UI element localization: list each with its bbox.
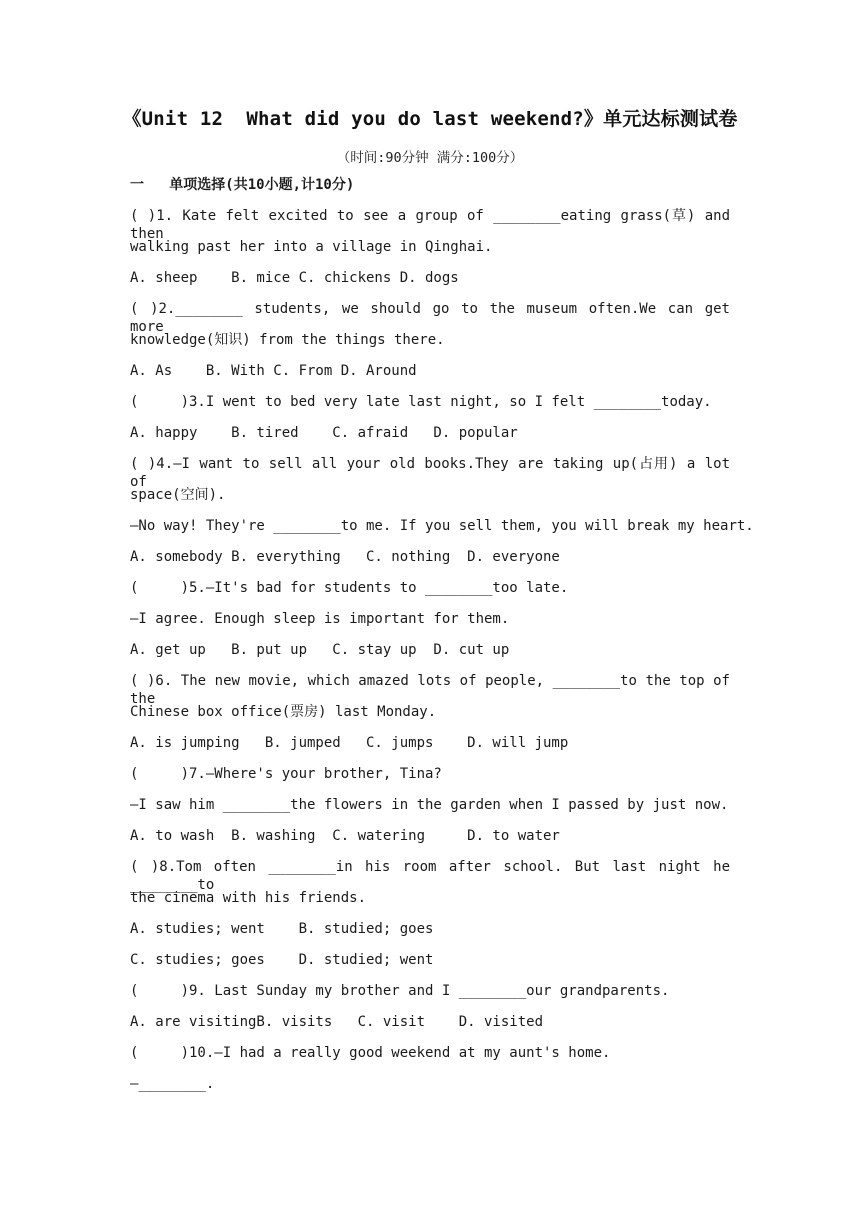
question-5-line-1: ( )5.—It's bad for students to ________too late. [130,580,569,596]
question-1-line-2: walking past her into a village in Qinghai. [130,239,493,255]
question-8-options-1: A. studies; went B. studied; goes [130,921,434,937]
exam-subtitle: （时间:90分钟 满分:100分） [336,150,524,166]
question-5-line-2: —I agree. Enough sleep is important for them. [130,611,510,627]
question-7-line-1: ( )7.—Where's your brother, Tina? [130,766,442,782]
question-3-options: A. happy B. tired C. afraid D. popular [130,425,518,441]
question-4-line-2: space(空间). [130,487,226,503]
question-2-line-1: ( )2.________ students, we should go to the museum often.We can get more [130,301,730,335]
question-8-options-2: C. studies; goes D. studied; went [130,952,434,968]
question-3-line-1: ( )3.I went to bed very late last night, so I felt ________today. [130,394,712,410]
question-9-options: A. are visitingB. visits C. visit D. visited [130,1014,544,1030]
question-6-line-1: ( )6. The new movie, which amazed lots of people, ________to the top of the [130,673,730,707]
question-10-line-1: ( )10.—I had a really good weekend at my aunt's home. [130,1045,611,1061]
question-5-options: A. get up B. put up C. stay up D. cut up [130,642,510,658]
question-8-line-1: ( )8.Tom often ________in his room after school. But last night he ________to [130,859,730,893]
question-2-options: A. As B. With C. From D. Around [130,363,417,379]
section-heading: 一 单项选择(共10小题,计10分) [130,177,355,193]
question-4-options: A. somebody B. everything C. nothing D. everyone [130,549,560,565]
question-4-line-1: ( )4.—I want to sell all your old books.They are taking up(占用) a lot of [130,456,730,490]
question-9-line-1: ( )9. Last Sunday my brother and I ________our grandparents. [130,983,670,999]
question-1-options: A. sheep B. mice C. chickens D. dogs [130,270,459,286]
question-6-options: A. is jumping B. jumped C. jumps D. will jump [130,735,569,751]
question-2-line-2: knowledge(知识) from the things there. [130,332,445,348]
question-7-options: A. to wash B. washing C. watering D. to water [130,828,560,844]
question-7-line-2: —I saw him ________the flowers in the garden when I passed by just now. [130,797,729,813]
exam-title: 《Unit 12 What did you do last weekend?》单元达标测试卷 [122,108,738,130]
question-4-line-3: —No way! They're ________to me. If you sell them, you will break my heart. [130,518,754,534]
question-10-line-2: —________. [130,1076,215,1092]
question-6-line-2: Chinese box office(票房) last Monday. [130,704,437,720]
question-8-line-2: the cinema with his friends. [130,890,367,906]
question-1-line-1: ( )1. Kate felt excited to see a group of ________eating grass(草) and then [130,208,730,242]
